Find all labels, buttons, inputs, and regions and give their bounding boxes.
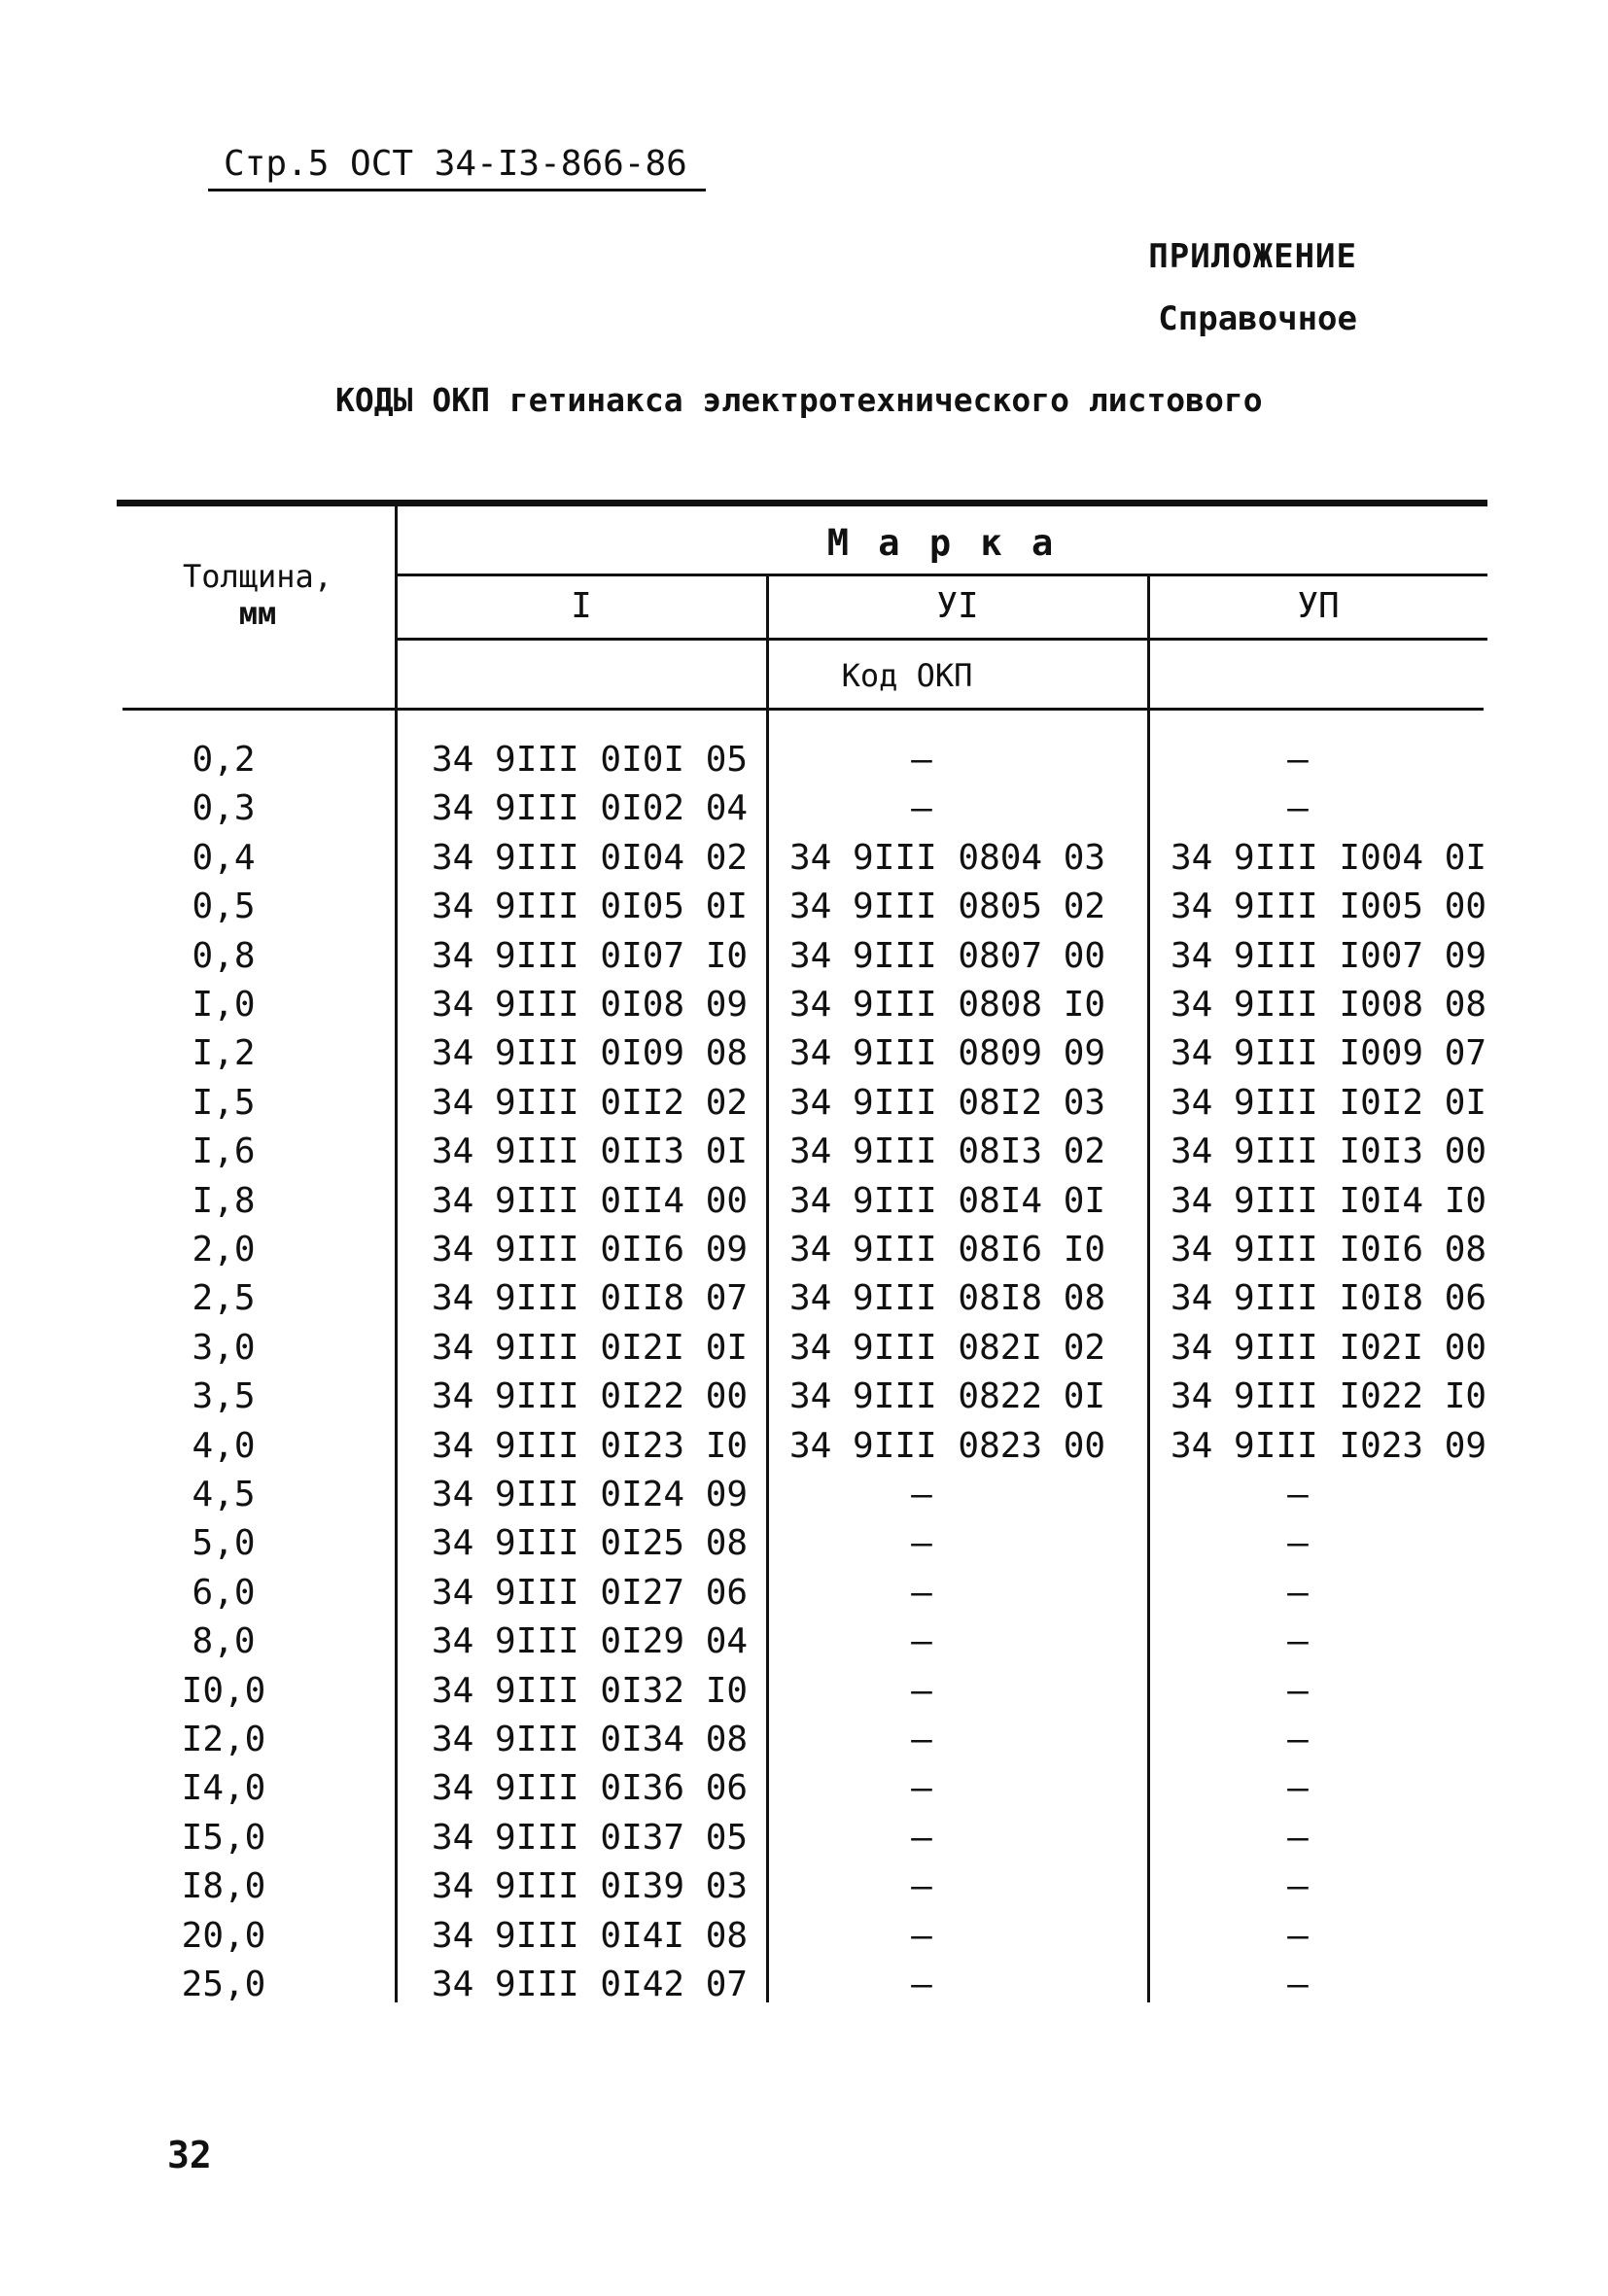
thickness-cell: I8,0 (181, 1866, 266, 1907)
thickness-cell: I2,0 (181, 1720, 266, 1759)
thickness-cell: 4,5 (192, 1475, 256, 1514)
thickness-header-unit: мм (238, 595, 277, 632)
code-cell-grade-up: – (1287, 1621, 1309, 1662)
code-cell-grade-ui: 34 9III 08I8 08 (789, 1278, 1106, 1319)
code-cell-grade-up: 34 9III I0I6 08 (1171, 1230, 1487, 1270)
table-row (0, 1226, 1608, 1274)
code-cell-grade-ui: 34 9III 0808 I0 (789, 985, 1106, 1025)
code-cell-grade-up: 34 9III I0I2 0I (1171, 1082, 1487, 1123)
thickness-cell: 25,0 (181, 1965, 266, 2004)
code-cell-grade-up: 34 9III I022 I0 (1171, 1376, 1487, 1417)
appendix-type: Справочное (1158, 299, 1357, 338)
thickness-cell: 2,0 (192, 1230, 256, 1270)
thickness-cell: 0,3 (192, 788, 256, 829)
table-row (0, 736, 1608, 784)
code-cell-grade-ui: 34 9III 0809 09 (789, 1033, 1106, 1074)
table-row (0, 1912, 1608, 1961)
code-cell-grade-i: 34 9III 0I34 08 (432, 1720, 749, 1759)
code-cell-grade-ui: – (911, 1720, 932, 1759)
code-cell-grade-ui: – (911, 1572, 932, 1613)
thickness-cell: 0,8 (192, 935, 256, 976)
code-cell-grade-ui: – (911, 740, 932, 780)
code-cell-grade-i: 34 9III 0I42 07 (432, 1965, 749, 2004)
code-cell-grade-i: 34 9III 0I02 04 (432, 788, 749, 829)
code-cell-grade-i: 34 9III 0I24 09 (432, 1475, 749, 1514)
table-row (0, 1667, 1608, 1716)
header-bottom-rule (122, 708, 1484, 711)
code-cell-grade-i: 34 9III 0II4 00 (432, 1180, 749, 1221)
code-cell-grade-up: – (1287, 1768, 1309, 1809)
table-row (0, 1814, 1608, 1862)
table-row (0, 883, 1608, 931)
code-cell-grade-up: 34 9III I02I 00 (1171, 1327, 1487, 1368)
code-cell-grade-i: 34 9III 0I39 03 (432, 1866, 749, 1907)
code-cell-grade-up: 34 9III I0I4 I0 (1171, 1180, 1487, 1221)
code-cell-grade-up: – (1287, 788, 1309, 829)
table-row (0, 1079, 1608, 1128)
code-cell-grade-i: 34 9III 0II6 09 (432, 1230, 749, 1270)
code-cell-grade-i: 34 9III 0I07 I0 (432, 935, 749, 976)
table-row (0, 1029, 1608, 1078)
code-cell-grade-ui: 34 9III 0807 00 (789, 935, 1106, 976)
thickness-cell: I4,0 (181, 1768, 266, 1809)
thickness-cell: 0,5 (192, 887, 256, 927)
thickness-cell: I5,0 (181, 1817, 266, 1858)
code-cell-grade-ui: – (911, 1817, 932, 1858)
group-header-rule (397, 574, 1487, 576)
table-row (0, 1618, 1608, 1666)
code-cell-grade-i: 34 9III 0II2 02 (432, 1082, 749, 1123)
code-cell-grade-ui: – (911, 1965, 932, 2004)
code-cell-grade-up: – (1287, 1523, 1309, 1564)
table-row (0, 1373, 1608, 1421)
thickness-cell: I,0 (192, 985, 256, 1025)
code-cell-grade-i: 34 9III 0I0I 05 (432, 740, 749, 780)
thickness-cell: 6,0 (192, 1572, 256, 1613)
appendix-label: ПРИЛОЖЕНИЕ (1148, 237, 1357, 276)
table-row (0, 1274, 1608, 1323)
code-cell-grade-ui: – (911, 1768, 932, 1809)
code-cell-grade-ui: – (911, 788, 932, 829)
code-cell-grade-i: 34 9III 0I36 06 (432, 1768, 749, 1809)
document-header: Стр.5 ОСТ 34-I3-866-86 (224, 144, 687, 184)
code-cell-grade-up: 34 9III I004 0I (1171, 837, 1487, 878)
thickness-cell: 8,0 (192, 1621, 256, 1662)
code-cell-grade-up: 34 9III I008 08 (1171, 985, 1487, 1025)
code-cell-grade-i: 34 9III 0II3 0I (432, 1131, 749, 1172)
header-underline (208, 189, 706, 191)
table-top-rule (117, 500, 1487, 506)
code-cell-grade-ui: 34 9III 08I4 0I (789, 1180, 1106, 1221)
code-cell-grade-ui: 34 9III 08I2 03 (789, 1082, 1106, 1123)
table-row (0, 1764, 1608, 1813)
page-number: 32 (167, 2134, 212, 2176)
table-row (0, 1716, 1608, 1764)
thickness-cell: 20,0 (181, 1915, 266, 1956)
table-row (0, 1569, 1608, 1618)
table-row (0, 981, 1608, 1029)
table-row (0, 932, 1608, 981)
grade-header-ui: УI (936, 586, 979, 626)
thickness-cell: 4,0 (192, 1425, 256, 1466)
table-row (0, 1471, 1608, 1519)
code-cell-grade-ui: 34 9III 0822 0I (789, 1376, 1106, 1417)
table-row (0, 1324, 1608, 1373)
code-cell-grade-i: 34 9III 0I32 I0 (432, 1670, 749, 1711)
code-cell-grade-ui: – (911, 1866, 932, 1907)
okp-code-header: Код ОКП (841, 657, 973, 694)
code-cell-grade-ui: 34 9III 082I 02 (789, 1327, 1106, 1368)
grade-group-header: М а р к а (826, 522, 1058, 564)
code-cell-grade-ui: – (911, 1475, 932, 1514)
thickness-cell: 3,5 (192, 1376, 256, 1417)
table-row (0, 1177, 1608, 1226)
code-cell-grade-ui: – (911, 1621, 932, 1662)
code-cell-grade-up: 34 9III I0I3 00 (1171, 1131, 1487, 1172)
code-cell-grade-i: 34 9III 0I2I 0I (432, 1327, 749, 1368)
table-row (0, 1961, 1608, 2009)
code-cell-grade-i: 34 9III 0I04 02 (432, 837, 749, 878)
thickness-cell: 0,4 (192, 837, 256, 878)
thickness-cell: 3,0 (192, 1327, 256, 1368)
thickness-header-line1: Толщина, (182, 558, 333, 595)
code-cell-grade-ui: 34 9III 0823 00 (789, 1425, 1106, 1466)
grade-header-up: УП (1297, 586, 1340, 626)
code-cell-grade-up: 34 9III I007 09 (1171, 935, 1487, 976)
code-cell-grade-up: 34 9III I023 09 (1171, 1425, 1487, 1466)
code-cell-grade-i: 34 9III 0I25 08 (432, 1523, 749, 1564)
table-row (0, 1128, 1608, 1176)
thickness-cell: I,8 (192, 1180, 256, 1221)
thickness-cell: I,5 (192, 1082, 256, 1123)
table-row (0, 1519, 1608, 1568)
code-cell-grade-ui: – (911, 1915, 932, 1956)
table-row (0, 834, 1608, 883)
code-cell-grade-up: – (1287, 1572, 1309, 1613)
thickness-cell: I,2 (192, 1033, 256, 1074)
code-cell-grade-up: – (1287, 1965, 1309, 2004)
code-cell-grade-up: – (1287, 1475, 1309, 1514)
table-title: КОДЫ ОКП гетинакса электротехнического листового (335, 381, 1263, 419)
code-cell-grade-i: 34 9III 0I23 I0 (432, 1425, 749, 1466)
code-cell-grade-up: – (1287, 1866, 1309, 1907)
code-cell-grade-up: 34 9III I0I8 06 (1171, 1278, 1487, 1319)
code-cell-grade-i: 34 9III 0I29 04 (432, 1621, 749, 1662)
code-cell-grade-i: 34 9III 0I08 09 (432, 985, 749, 1025)
code-cell-grade-ui: – (911, 1670, 932, 1711)
code-cell-grade-up: – (1287, 740, 1309, 780)
code-cell-grade-up: – (1287, 1817, 1309, 1858)
grade-header-i: I (571, 586, 592, 626)
code-cell-grade-up: 34 9III I005 00 (1171, 887, 1487, 927)
code-cell-grade-ui: 34 9III 0805 02 (789, 887, 1106, 927)
code-cell-grade-ui: 34 9III 0804 03 (789, 837, 1106, 878)
code-cell-grade-up: 34 9III I009 07 (1171, 1033, 1487, 1074)
code-cell-grade-i: 34 9III 0I37 05 (432, 1817, 749, 1858)
code-cell-grade-ui: – (911, 1523, 932, 1564)
code-cell-grade-up: – (1287, 1720, 1309, 1759)
thickness-cell: 5,0 (192, 1523, 256, 1564)
table-row (0, 1862, 1608, 1911)
grade-header-rule (397, 638, 1487, 641)
thickness-cell: I0,0 (181, 1670, 266, 1711)
code-cell-grade-up: – (1287, 1670, 1309, 1711)
thickness-header (146, 558, 369, 632)
code-cell-grade-ui: 34 9III 08I6 I0 (789, 1230, 1106, 1270)
code-cell-grade-i: 34 9III 0II8 07 (432, 1278, 749, 1319)
code-cell-grade-i: 34 9III 0I09 08 (432, 1033, 749, 1074)
table-row (0, 1422, 1608, 1471)
thickness-cell: 2,5 (192, 1278, 256, 1319)
code-cell-grade-up: – (1287, 1915, 1309, 1956)
thickness-cell: I,6 (192, 1131, 256, 1172)
code-cell-grade-i: 34 9III 0I27 06 (432, 1572, 749, 1613)
code-cell-grade-i: 34 9III 0I4I 08 (432, 1915, 749, 1956)
code-cell-grade-ui: 34 9III 08I3 02 (789, 1131, 1106, 1172)
code-cell-grade-i: 34 9III 0I22 00 (432, 1376, 749, 1417)
table-row (0, 784, 1608, 833)
thickness-cell: 0,2 (192, 740, 256, 780)
code-cell-grade-i: 34 9III 0I05 0I (432, 887, 749, 927)
